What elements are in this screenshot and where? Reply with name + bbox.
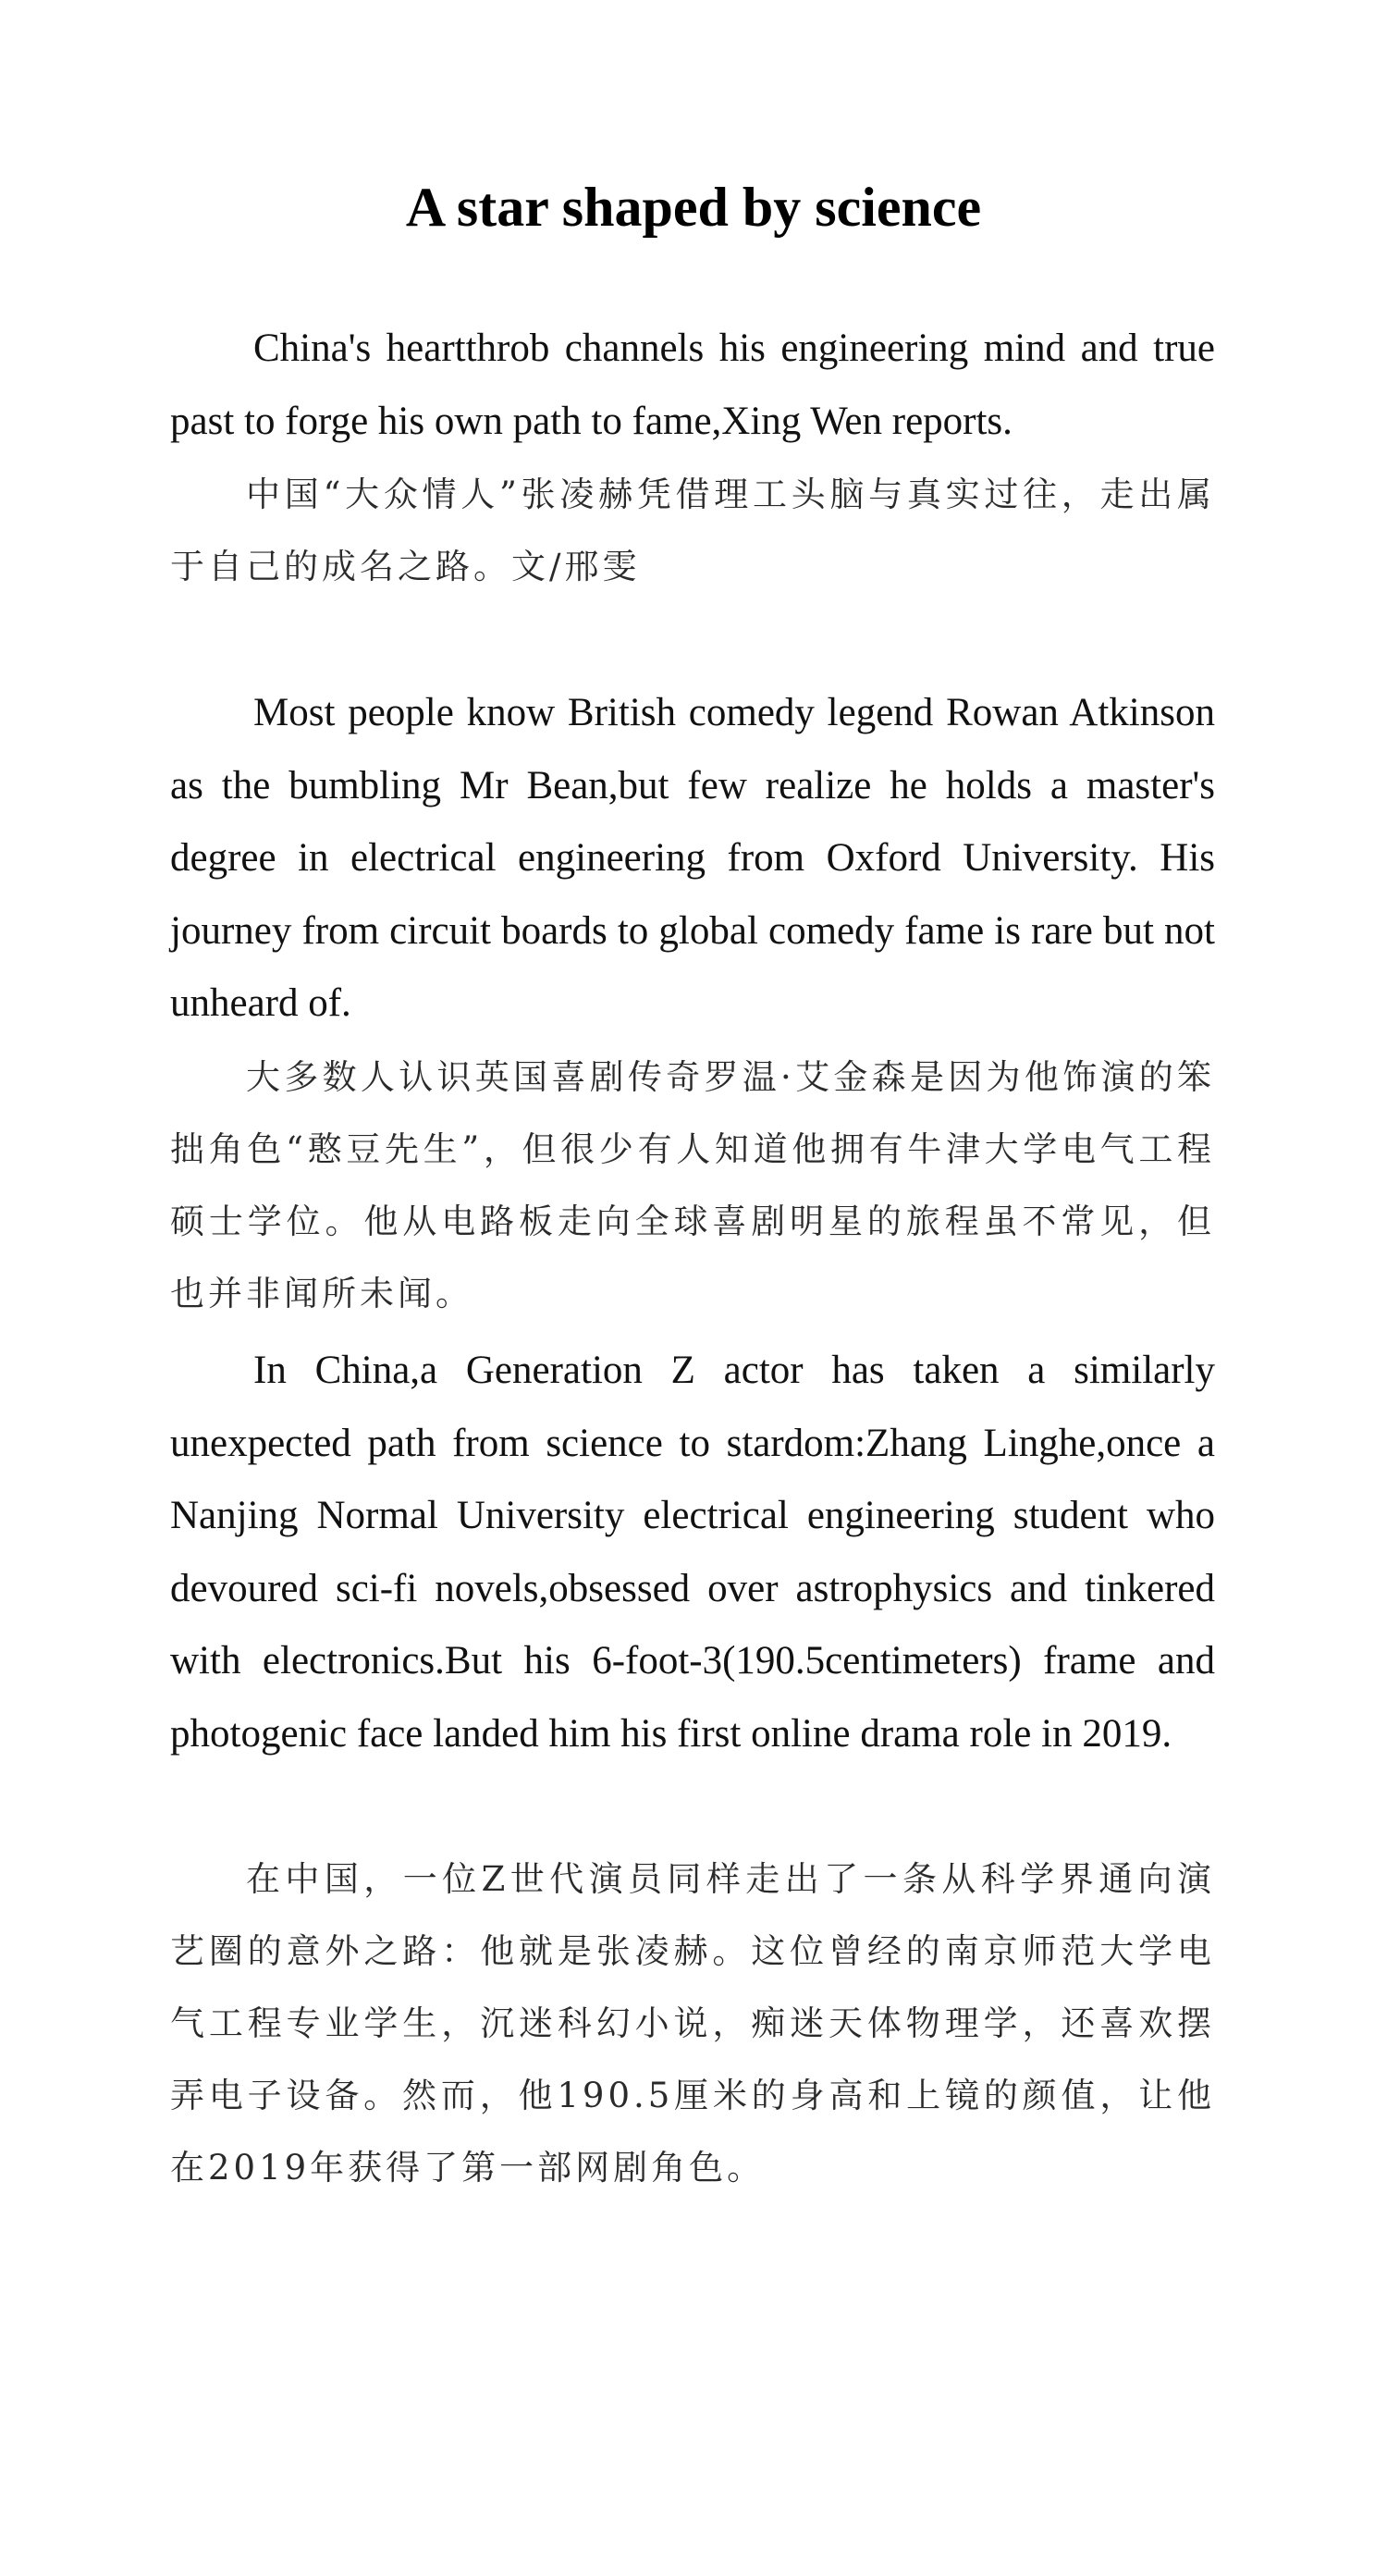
paragraph-2-english: In China,a Generation Z actor has taken a similarly unexpected path from science to stardom:Zhang Linghe,once a Nanjing Normal University electrical engineering student who devoured sci-fi novels,obsessed over astrophysics and tinkered with electronics.But his 6-foot-3(190.5centimeters) frame and photogenic face landed him his first online drama role in 2019.	[170, 1349, 1215, 1756]
intro-english: China's heartthrob channels his engineering mind and true past to forge his own path to fame,Xing Wen reports.	[170, 327, 1215, 443]
article-title: A star shaped by science	[405, 177, 982, 238]
paragraph-2-chinese: 在中国，一位Z世代演员同样走出了一条从科学界通向演艺圈的意外之路：他就是张凌赫。这位曾经的南京师范大学电气工程专业学生，沉迷科幻小说，痴迷天体物理学，还喜欢摆弄电子设备。然而，他190.5厘米的身高和上镜的颜值，让他在2019年获得了第一部网剧角色。	[170, 1859, 1215, 2188]
paragraph-1-chinese: 大多数人认识英国喜剧传奇罗温·艾金森是因为他饰演的笨拙角色“憨豆先生”，但很少有人知道他拥有牛津大学电气工程硕士学位。他从电路板走向全球喜剧明星的旅程虽不常见，但也并非闻所未闻。	[170, 1057, 1215, 1313]
paragraph-1-english: Most people know British comedy legend Rowan Atkinson as the bumbling Mr Bean,but few realize he holds a master's degree in electrical engineering from Oxford University. His journey from circuit boards to global comedy fame is rare but not unheard of.	[170, 691, 1215, 1026]
intro-chinese: 中国“大众情人”张凌赫凭借理工头脑与真实过往，走出属于自己的成名之路。文/邢雯	[170, 475, 1215, 586]
